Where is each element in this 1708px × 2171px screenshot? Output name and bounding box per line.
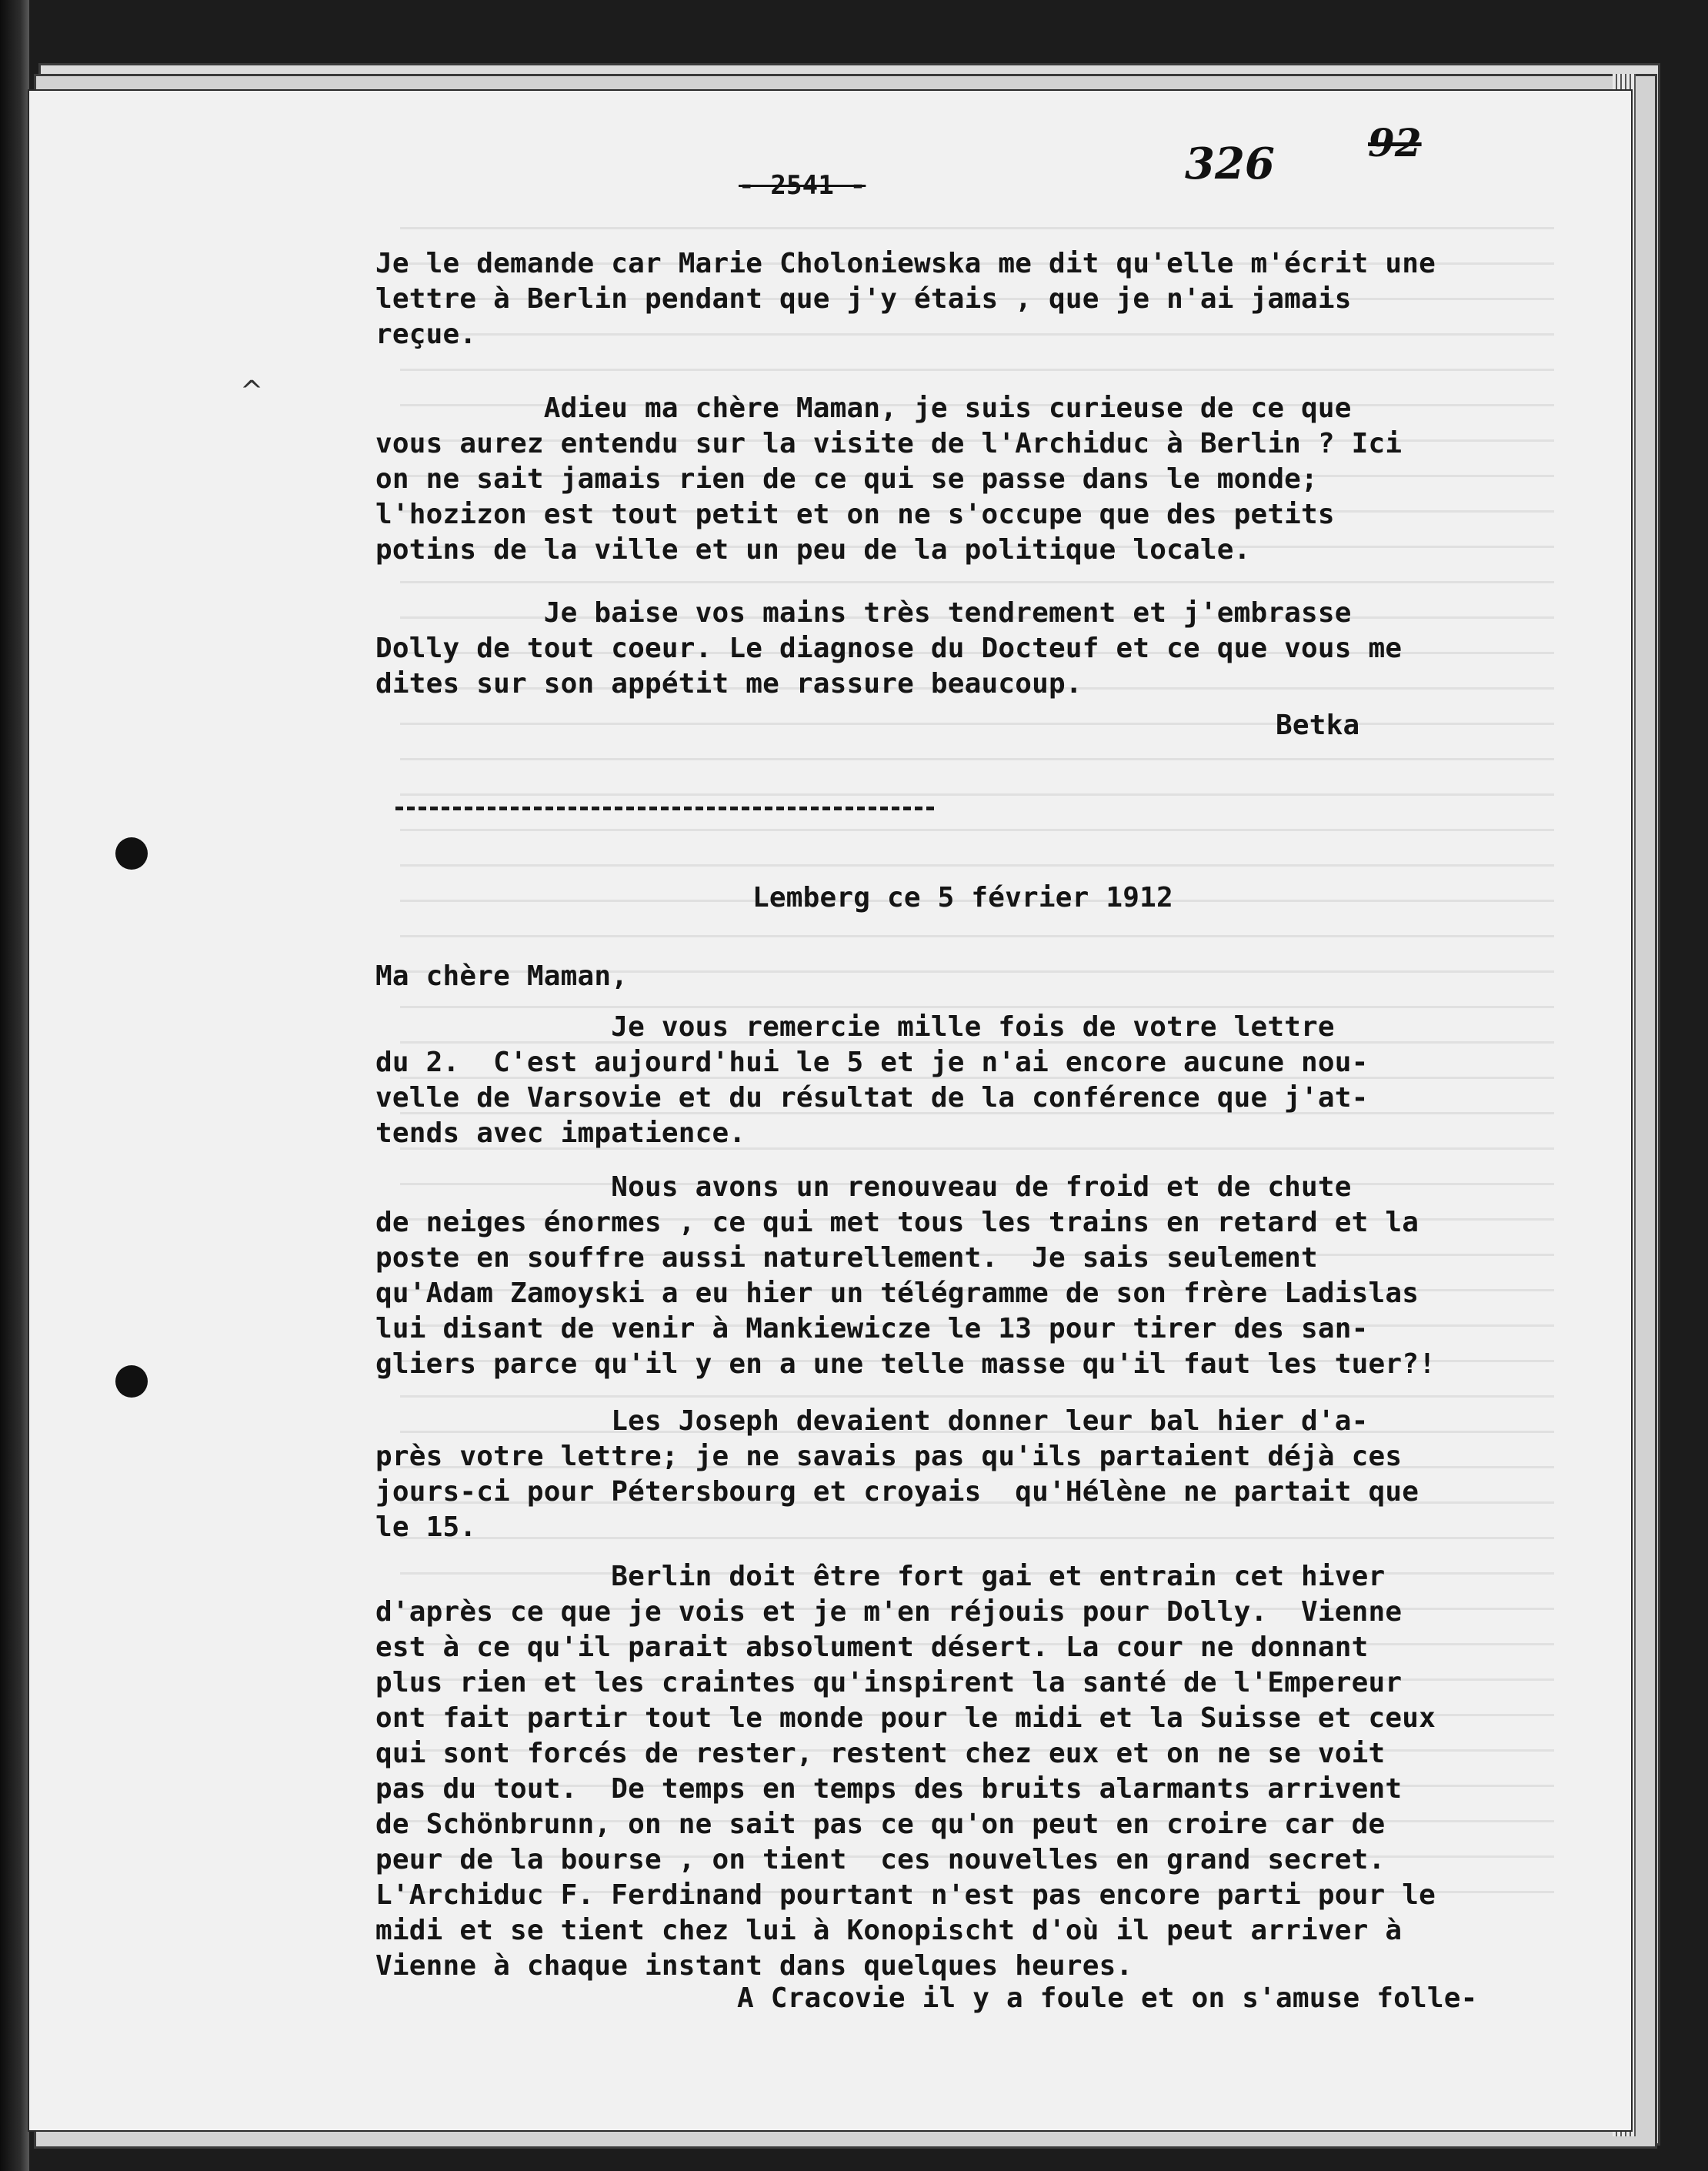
text-line: peur de la bourse , on tient ces nouvelles en grand secret. [375,1844,1386,1875]
text-line: lettre à Berlin pendant que j'y étais , que je n'ai jamais [375,283,1352,315]
signature: Betka [1276,710,1360,741]
text-line: tends avec impatience. [375,1117,746,1149]
text-line: gliers parce qu'il y en a une telle masse qu'il faut les tuer?! [375,1348,1436,1380]
text-line: lui disant de venir à Mankiewicze le 13 pour tirer des san- [375,1313,1369,1344]
text-line: qu'Adam Zamoyski a eu hier un télégramme de son frère Ladislas [375,1278,1419,1309]
text-line: pas du tout. De temps en temps des bruits alarmants arrivent [375,1773,1403,1805]
text-line: dites sur son appétit me rassure beaucoup. [375,668,1083,700]
letter2-paragraph [375,1170,1436,1382]
letter1-tail [375,246,1436,352]
text-line: L'Archiduc F. Ferdinand pourtant n'est pas encore parti pour le [375,1879,1436,1911]
binding-shadow [0,0,29,2171]
letter2-tail: A Cracovie il y a foule et on s'amuse folle- [737,1982,1478,2014]
letter1-paragraph [375,596,1402,702]
handwritten-folio-struck: 92 [1368,120,1422,165]
text-line: Les Joseph devaient donner leur bal hier d'a- [375,1405,1369,1437]
text-line: Je baise vos mains très tendrement et j'embrasse [375,597,1352,629]
text-line: Je le demande car Marie Choloniewska me dit qu'elle m'écrit une [375,248,1436,279]
text-line: du 2. C'est aujourd'hui le 5 et je n'ai encore aucune nou- [375,1047,1369,1078]
punch-hole [115,837,148,870]
text-line: près votre lettre; je ne savais pas qu'ils partaient déjà ces [375,1441,1403,1472]
letter2-paragraph [375,1559,1436,1984]
text-line: de neiges énormes , ce qui met tous les trains en retard et la [375,1207,1419,1238]
letter-heading: Lemberg ce 5 février 1912 [752,882,1173,913]
text-line: d'après ce que je vois et je m'en réjouis pour Dolly. Vienne [375,1596,1403,1628]
text-line: reçue. [375,319,477,350]
text-line: vous aurez entendu sur la visite de l'Archiduc à Berlin ? Ici [375,428,1403,459]
text-line: Je vous remercie mille fois de votre lettre [375,1011,1335,1043]
text-line: midi et se tient chez lui à Konopischt d'où il peut arriver à [375,1915,1403,1946]
text-line: on ne sait jamais rien de ce qui se passe dans le monde; [375,463,1318,495]
text-line: le 15. [375,1511,477,1543]
text-line: jours-ci pour Pétersbourg et croyais qu'Hélène ne partait que [375,1476,1419,1508]
text-line: ont fait partir tout le monde pour le midi et la Suisse et ceux [375,1702,1436,1734]
letter2-paragraph [375,1010,1369,1151]
letter1-paragraph [375,391,1402,568]
text-line: Dolly de tout coeur. Le diagnose du Docteuf et ce que vous me [375,633,1403,664]
text-line: est à ce qu'il parait absolument désert. La cour ne donnant [375,1632,1369,1663]
page-number: - 2541 - [739,170,866,201]
caret-mark: ^ [240,376,264,407]
text-line: potins de la ville et un peu de la politique locale. [375,534,1251,566]
text-line: qui sont forcés de rester, restent chez eux et on ne se voit [375,1738,1386,1769]
text-line: de Schönbrunn, on ne sait pas ce qu'on peut en croire car de [375,1809,1386,1840]
handwritten-folio: 326 [1185,139,1275,189]
separator-rule [395,807,934,810]
text-line: plus rien et les craintes qu'inspirent la santé de l'Empereur [375,1667,1403,1698]
letter2-paragraph [375,1404,1419,1545]
text-line: velle de Varsovie et du résultat de la conférence que j'at- [375,1082,1369,1114]
text-line: Nous avons un renouveau de froid et de chute [375,1171,1352,1203]
text-line: Adieu ma chère Maman, je suis curieuse de ce que [375,392,1352,424]
text-line: poste en souffre aussi naturellement. Je sais seulement [375,1242,1318,1274]
text-line: Vienne à chaque instant dans quelques heures. [375,1950,1133,1982]
text-line: l'hozizon est tout petit et on ne s'occupe que des petits [375,499,1335,530]
punch-hole [115,1365,148,1398]
text-line: Berlin doit être fort gai et entrain cet hiver [375,1561,1386,1592]
salutation: Ma chère Maman, [375,960,629,992]
